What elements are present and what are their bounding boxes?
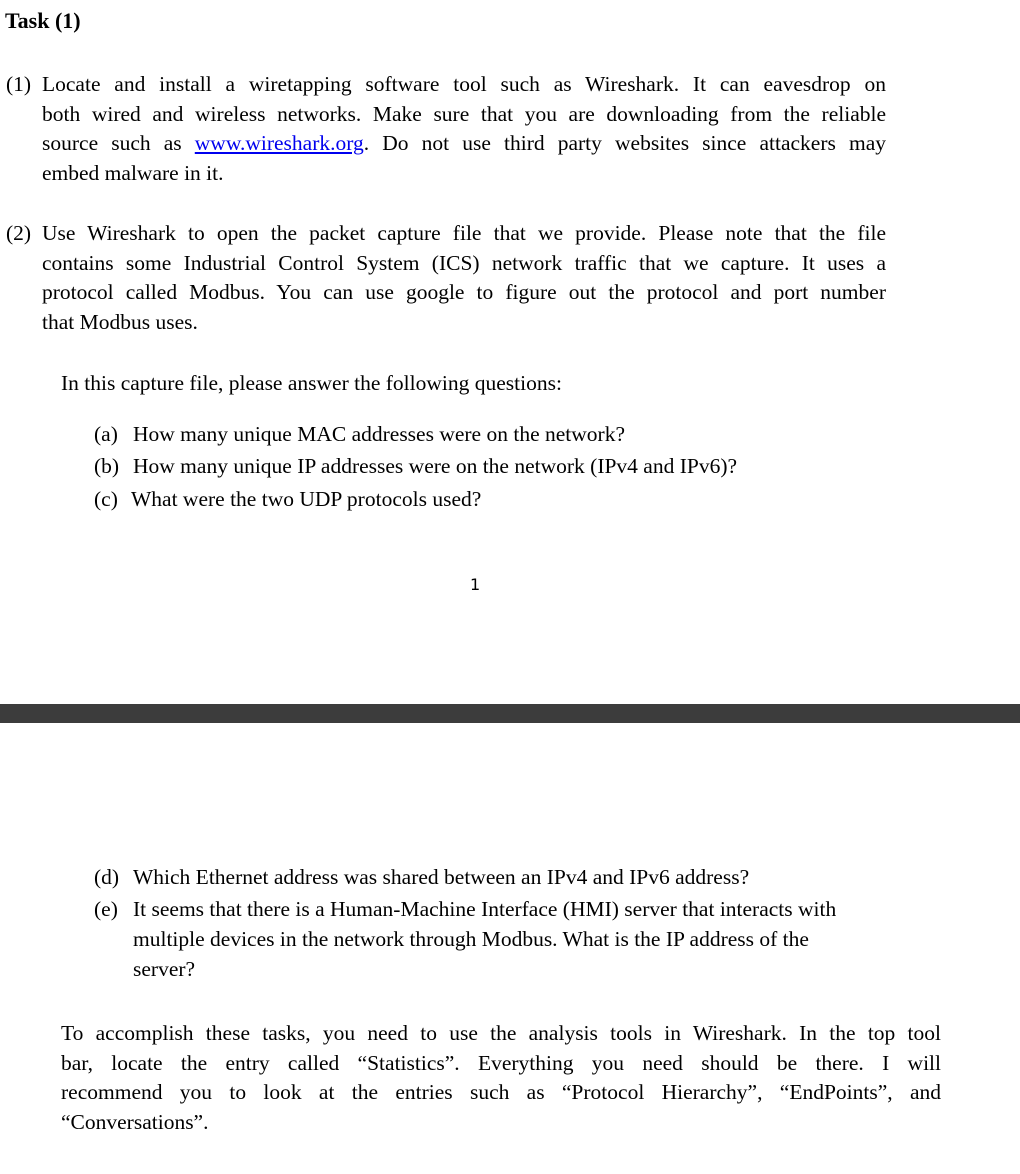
question-text: What were the two UDP protocols used? <box>131 487 482 511</box>
question-d <box>94 862 924 892</box>
question-text: Which Ethernet address was shared between an IPv4 and IPv6 address? <box>133 865 750 889</box>
page-number: 1 <box>470 575 481 594</box>
questions-intro: In this capture file, please answer the following questions: <box>61 371 562 395</box>
question-label: (e) <box>94 897 118 921</box>
question-label: (b) <box>94 454 120 478</box>
question-label: (a) <box>94 422 118 446</box>
question-text: It seems that there is a Human-Machine Interface (HMI) server that interacts with <box>133 897 837 921</box>
item-text-line: Locate and install a wiretapping software tool such as Wireshark. It can eavesdrop on <box>42 72 886 96</box>
question-a <box>94 419 924 449</box>
question-text: How many unique IP addresses were on the network (IPv4 and IPv6)? <box>133 454 738 478</box>
question-b <box>94 451 924 481</box>
item-text-line-with-link: source such as www.wireshark.org. Do not use third party websites since attackers may <box>42 131 886 156</box>
task-item-1 <box>6 70 886 189</box>
question-c <box>94 484 924 514</box>
item-number: (1) <box>6 72 32 96</box>
question-text: server? <box>133 957 196 981</box>
closing-line: bar, locate the entry called “Statistics”. Everything you need should be there. I will <box>61 1050 941 1075</box>
closing-line: To accomplish these tasks, you need to use the analysis tools in Wireshark. In the top tool <box>61 1021 941 1045</box>
task-title: Task (1) <box>5 8 81 33</box>
closing-line: recommend you to look at the entries such as “Protocol Hierarchy”, “EndPoints”, and <box>61 1080 941 1105</box>
wireshark-link[interactable]: www.wireshark.org <box>194 131 364 156</box>
item-text-line: Use Wireshark to open the packet capture file that we provide. Please note that the file <box>42 221 886 245</box>
closing-paragraph <box>61 1019 941 1137</box>
page-break-divider <box>0 704 1020 723</box>
item-text-line: contains some Industrial Control System (ICS) network traffic that we capture. It uses a <box>42 250 886 275</box>
item-text-line: protocol called Modbus. You can use google to figure out the protocol and port number <box>42 280 886 305</box>
question-e <box>94 894 924 984</box>
item-text-line: that Modbus uses. <box>42 310 198 335</box>
question-label: (d) <box>94 865 120 889</box>
item-text-line: both wired and wireless networks. Make sure that you are downloading from the reliable <box>42 101 886 126</box>
item-number: (2) <box>6 221 32 245</box>
task-item-2 <box>6 219 886 338</box>
item-text-line: embed malware in it. <box>42 161 224 186</box>
question-text: How many unique MAC addresses were on the network? <box>133 422 625 446</box>
closing-line: “Conversations”. <box>61 1109 209 1134</box>
question-text: multiple devices in the network through Modbus. What is the IP address of the <box>133 927 809 951</box>
question-label: (c) <box>94 487 118 511</box>
